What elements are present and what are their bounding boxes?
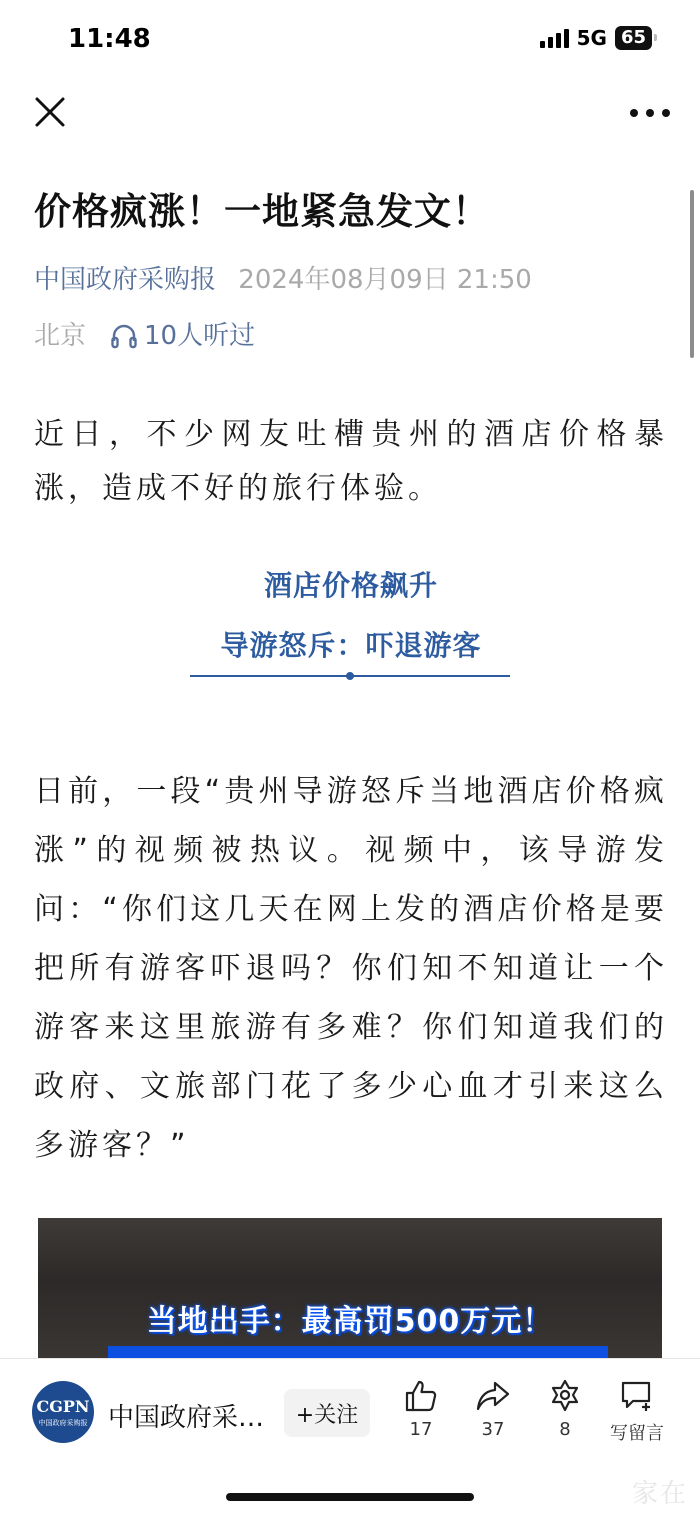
video-player[interactable]: [38, 1218, 662, 1358]
bottom-action-bar: [0, 1358, 700, 1514]
signal-icon: [540, 28, 569, 48]
comment-button[interactable]: [602, 1379, 672, 1445]
more-dot-icon: [662, 109, 670, 117]
status-indicators: [540, 26, 652, 50]
share-button[interactable]: [458, 1379, 528, 1440]
article-meta: [34, 262, 668, 298]
close-button[interactable]: [32, 94, 68, 130]
recommend-star-icon: [547, 1379, 583, 1413]
watermark: 家在: [631, 1479, 688, 1509]
account-avatar[interactable]: [32, 1381, 94, 1443]
video-caption: 当地出手：最高罚500万元！: [146, 1304, 554, 1339]
source-link[interactable]: 中国政府采购报: [34, 265, 217, 295]
paragraph-intro: 近日，不少网友吐槽贵州的酒店价格暴涨，造成不好的旅行体验。: [34, 417, 668, 506]
location-label: 北京: [34, 321, 87, 351]
account-name[interactable]: 中国政府采…: [108, 1403, 265, 1433]
logo-text: CGPN: [36, 1397, 90, 1416]
article-meta-2: [34, 318, 668, 354]
recommend-button[interactable]: [530, 1379, 600, 1440]
top-nav: [0, 88, 700, 138]
network-label: 5G: [576, 26, 607, 50]
paragraph-body: 日前，一段“贵州导游怒斥当地酒店价格疯涨”的视频被热议。视频中，该导游发问：“你们这几天在网上发的酒店价格是要把所有游客吓退吗？你们知不知道让一个游客来这里旅游有多难？你们知道我们的政府、文旅部门花了多少心血才引来这么多游客？”: [34, 774, 668, 1163]
status-time: 11:48: [68, 24, 151, 54]
share-arrow-icon: [475, 1379, 511, 1413]
recommend-count: 8: [559, 1419, 571, 1440]
subheading-2: 导游怒斥：吓退游客: [220, 629, 482, 662]
listen-count: 10人听过: [144, 321, 256, 351]
video-caption-strip: [108, 1346, 608, 1358]
subheading-1: 酒店价格飙升: [263, 569, 438, 602]
home-indicator[interactable]: [226, 1493, 474, 1501]
headphones-icon: [110, 323, 138, 349]
status-bar: [0, 0, 700, 80]
battery-icon: 65: [615, 26, 652, 50]
more-options-button[interactable]: [630, 98, 670, 128]
article: [34, 186, 668, 1163]
comment-label: 写留言: [610, 1423, 664, 1444]
like-button[interactable]: [386, 1379, 456, 1440]
scrollbar[interactable]: [690, 190, 694, 358]
logo-subtext: 中国政府采购报: [38, 1419, 88, 1427]
listen-button[interactable]: [110, 318, 255, 354]
comment-icon: [619, 1379, 655, 1413]
article-title: 价格疯涨！一地紧急发文！: [34, 190, 490, 233]
follow-button[interactable]: +关注: [284, 1389, 370, 1437]
publish-datetime: 2024年08月09日 21:50: [238, 265, 532, 295]
thumbs-up-icon: [403, 1379, 439, 1413]
close-icon: [32, 94, 68, 130]
divider-dot: [346, 672, 354, 680]
like-count: 17: [409, 1419, 433, 1440]
more-dot-icon: [630, 109, 638, 117]
more-dot-icon: [646, 109, 654, 117]
share-count: 37: [481, 1419, 505, 1440]
